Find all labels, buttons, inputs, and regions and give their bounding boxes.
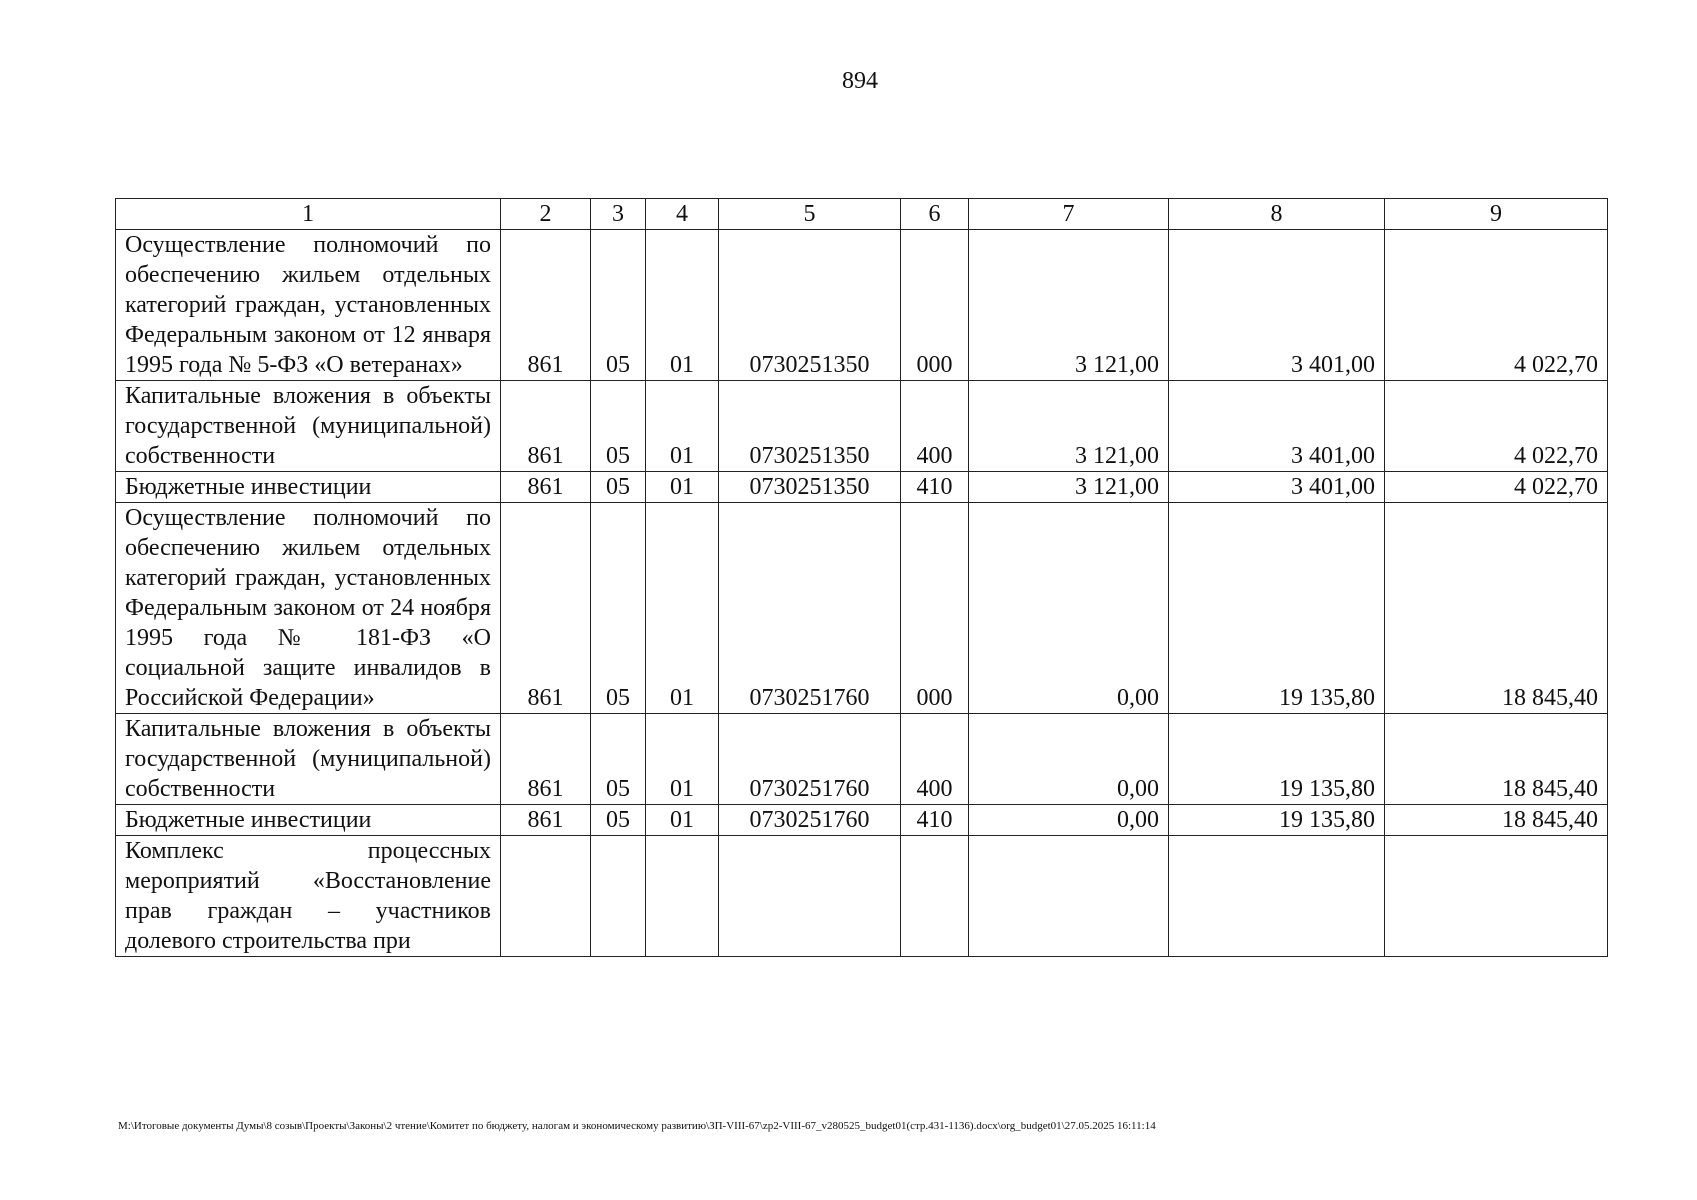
cell-expense-type: 410 (901, 805, 969, 836)
cell-ministry: 861 (501, 714, 591, 805)
row-name: Капитальные вложения в объекты государственной (муниципальной) собственности (116, 381, 501, 472)
cell-subsection (646, 836, 719, 957)
cell-section: 05 (591, 381, 646, 472)
table-row (116, 230, 1608, 381)
cell-ministry: 861 (501, 805, 591, 836)
cell-section: 05 (591, 230, 646, 381)
cell-expense-type: 000 (901, 230, 969, 381)
cell-ministry: 861 (501, 503, 591, 714)
cell-amount-8: 19 135,80 (1169, 503, 1385, 714)
cell-amount-8: 3 401,00 (1169, 472, 1385, 503)
cell-section: 05 (591, 714, 646, 805)
cell-amount-7 (969, 836, 1169, 957)
cell-target-article: 0730251760 (719, 805, 901, 836)
cell-amount-9: 4 022,70 (1385, 381, 1608, 472)
cell-ministry (501, 836, 591, 957)
cell-amount-7: 3 121,00 (969, 472, 1169, 503)
table-row (116, 805, 1608, 836)
cell-subsection: 01 (646, 472, 719, 503)
cell-section (591, 836, 646, 957)
cell-amount-8: 3 401,00 (1169, 381, 1385, 472)
cell-ministry: 861 (501, 472, 591, 503)
header-cell: 9 (1385, 199, 1608, 230)
header-cell: 5 (719, 199, 901, 230)
cell-target-article: 0730251760 (719, 503, 901, 714)
cell-amount-7: 3 121,00 (969, 381, 1169, 472)
cell-subsection: 01 (646, 714, 719, 805)
cell-amount-9 (1385, 836, 1608, 957)
cell-amount-9: 18 845,40 (1385, 805, 1608, 836)
table-row (116, 714, 1608, 805)
cell-amount-8: 19 135,80 (1169, 805, 1385, 836)
footer-file-path: M:\Итоговые документы Думы\8 созыв\Проекты\Законы\2 чтение\Комитет по бюджету, налогам и экономическому развитию\ЗП-VIII-67\zp2-VIII-67_v280525_budget01(стр.431-1136).docx\org_budget01\27.05.2025 16:11:14 (118, 1120, 1156, 1132)
cell-ministry: 861 (501, 230, 591, 381)
cell-target-article: 0730251350 (719, 472, 901, 503)
header-row (116, 199, 1608, 230)
budget-table (115, 198, 1608, 957)
cell-amount-9: 4 022,70 (1385, 230, 1608, 381)
cell-ministry: 861 (501, 381, 591, 472)
cell-amount-8 (1169, 836, 1385, 957)
header-cell: 3 (591, 199, 646, 230)
header-cell: 4 (646, 199, 719, 230)
cell-amount-8: 3 401,00 (1169, 230, 1385, 381)
cell-amount-9: 4 022,70 (1385, 472, 1608, 503)
cell-amount-8: 19 135,80 (1169, 714, 1385, 805)
table-row (116, 381, 1608, 472)
header-cell: 6 (901, 199, 969, 230)
row-name: Осуществление полномочий по обеспечению жильем отдельных категорий граждан, установленных Федеральным законом от 12 января 1995 года № 5-ФЗ «О ветеранах» (116, 230, 501, 381)
table-row (116, 836, 1608, 957)
cell-amount-7: 0,00 (969, 714, 1169, 805)
cell-amount-7: 0,00 (969, 805, 1169, 836)
cell-subsection: 01 (646, 503, 719, 714)
row-name: Комплекс процессных мероприятий «Восстановление прав граждан – участников долевого строительства при (116, 836, 501, 957)
cell-amount-9: 18 845,40 (1385, 503, 1608, 714)
cell-section: 05 (591, 503, 646, 714)
table-row (116, 503, 1608, 714)
table-row (116, 472, 1608, 503)
cell-subsection: 01 (646, 230, 719, 381)
cell-target-article (719, 836, 901, 957)
cell-subsection: 01 (646, 381, 719, 472)
page-number: 894 (842, 68, 878, 94)
cell-expense-type: 000 (901, 503, 969, 714)
row-name: Бюджетные инвестиции (116, 472, 501, 503)
cell-expense-type (901, 836, 969, 957)
header-cell: 2 (501, 199, 591, 230)
cell-expense-type: 410 (901, 472, 969, 503)
row-name: Капитальные вложения в объекты государственной (муниципальной) собственности (116, 714, 501, 805)
cell-section: 05 (591, 472, 646, 503)
cell-amount-9: 18 845,40 (1385, 714, 1608, 805)
row-name: Осуществление полномочий по обеспечению жильем отдельных категорий граждан, установленных Федеральным законом от 24 ноября 1995 года № 181-ФЗ «О социальной защите инвалидов в Российской Федерации» (116, 503, 501, 714)
header-cell: 7 (969, 199, 1169, 230)
cell-expense-type: 400 (901, 381, 969, 472)
row-name: Бюджетные инвестиции (116, 805, 501, 836)
cell-section: 05 (591, 805, 646, 836)
cell-target-article: 0730251760 (719, 714, 901, 805)
cell-amount-7: 0,00 (969, 503, 1169, 714)
header-cell: 1 (116, 199, 501, 230)
cell-expense-type: 400 (901, 714, 969, 805)
cell-amount-7: 3 121,00 (969, 230, 1169, 381)
cell-target-article: 0730251350 (719, 230, 901, 381)
header-cell: 8 (1169, 199, 1385, 230)
cell-target-article: 0730251350 (719, 381, 901, 472)
cell-subsection: 01 (646, 805, 719, 836)
